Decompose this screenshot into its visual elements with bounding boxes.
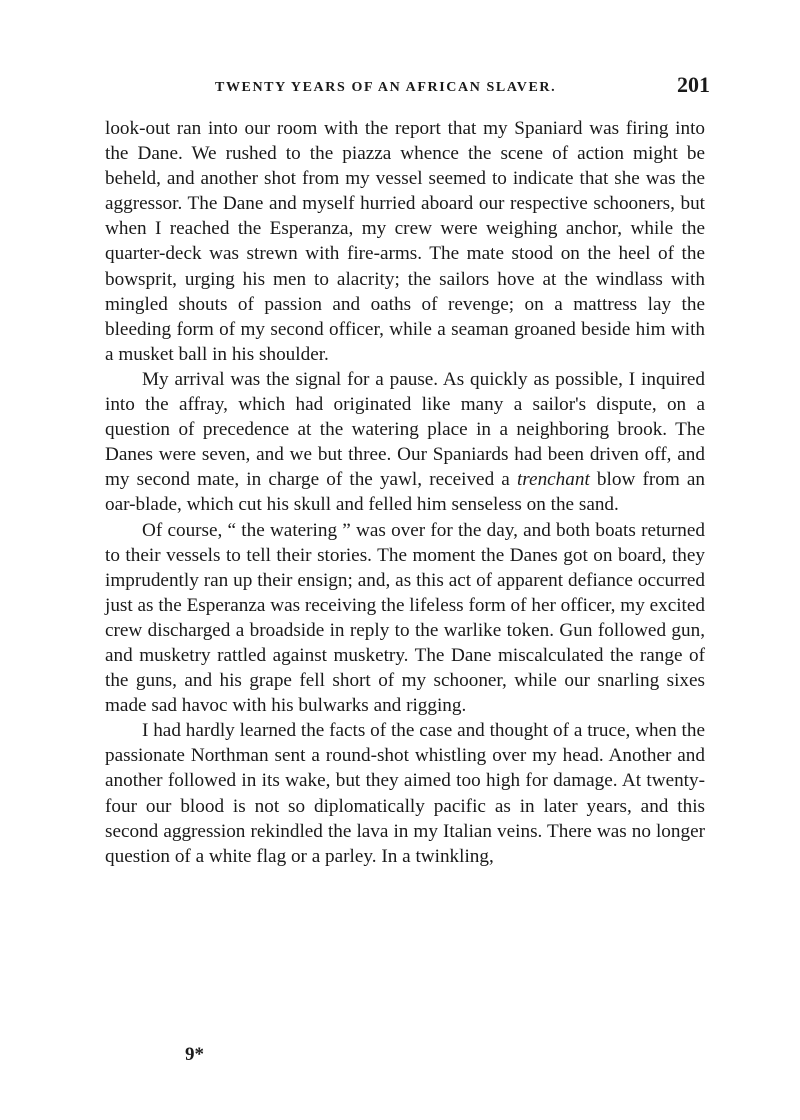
paragraph-3: Of course, “ the watering ” was over for the day, and both boats returned to their vessels to tell their stories. The moment the Danes got on board, they imprudently ran up their ensign; and, as this act of apparent defiance occurred just as the Esperanza was receiving the lifeless form of her officer, my excited crew discharged a broadside in reply to the warlike token. Gun followed gun, and musketry rattled against musketry. The Dane miscalculated the range of the guns, and his grape fell short of my schooner, while our snarling sixes made sad havoc with his bulwarks and rigging. <box>105 519 705 717</box>
italic-word-trenchant: trenchant <box>516 469 590 491</box>
paragraph-2 <box>105 367 705 518</box>
signature-mark: 9* <box>185 1044 204 1065</box>
running-head: TWENTY YEARS OF AN AFRICAN SLAVER. <box>215 80 557 95</box>
body-text <box>105 116 705 869</box>
paragraph-1: look-out ran into our room with the report that my Spaniard was firing into the Dane. We rushed to the piazza whence the scene of action might be beheld, and another shot from my vessel seemed to indicate that she was the aggressor. The Dane and myself hurried aboard our respective schooners, but when I reached the Esperanza, my crew were weighing anchor, while the quarter-deck was strewn with fire-arms. The mate stood on the heel of the bowsprit, urging his men to alacrity; the sailors hove at the windlass with mingled shouts of passion and oaths of revenge; on a mattress lay the bleeding form of my second officer, while a seaman groaned beside him with a musket ball in his shoulder. <box>105 118 705 365</box>
page-number: 201 <box>677 72 710 97</box>
page-header <box>105 72 710 102</box>
paragraph-2-text-b: blow from an oar-blade, which cut his skull and felled him senseless on the sand. <box>105 469 705 516</box>
paragraph-2-text-a: My arrival was the signal for a pause. As quickly as possible, I inquired into the affray, which had originated like many a sailor's dispute, on a question of precedence at the watering place in a neighboring brook. The Danes were seven, and we but three. Our Spaniards had been driven off, and my second mate, in charge of the yawl, received a <box>105 368 705 491</box>
paragraph-4: I had hardly learned the facts of the case and thought of a truce, when the passionate Northman sent a round-shot whistling over my head. Another and another followed in its wake, but they aimed too high for damage. At twenty-four our blood is not so diplomatically pacific as in later years, and this second aggression rekindled the lava in my Italian veins. There was no longer question of a white flag or a parley. In a twinkling, <box>105 720 705 867</box>
